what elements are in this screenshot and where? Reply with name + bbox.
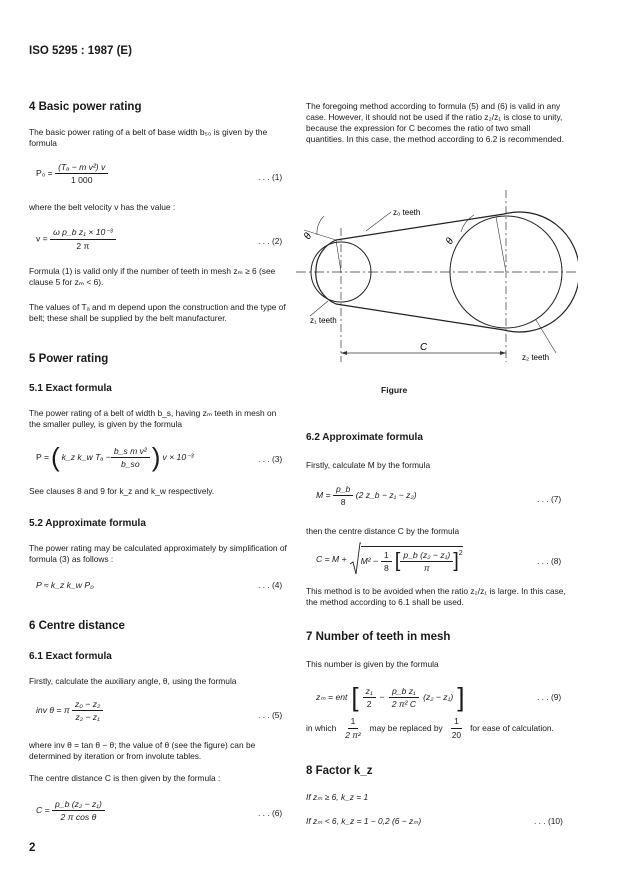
section-4-heading: 4 Basic power rating [29, 101, 142, 113]
section-6-heading: 6 Centre distance [29, 620, 125, 632]
equation-4: P ≈ k_z k_w P₀ [36, 580, 94, 590]
eq1-number: . . . (1) [258, 172, 283, 182]
s4-paragraph-4: The values of Tₐ and m depend upon the construction and the type of belt; these shall be supplied by the belt manufacturer. [29, 302, 286, 323]
eq5-fraction: $\frac{\text{z₀ − z₂}}{\text{z₂ − z₁}}$ [72, 699, 103, 722]
document-header: ISO 5295 : 1987 (E) [29, 45, 132, 57]
equation-5: inv θ = π $\frac{\text{z₀ − z₂}}{\text{z₂ − z₁}}$ [36, 699, 103, 722]
z1-label: z₁ teeth [310, 316, 337, 325]
equation-9: zₘ = ent [ $\frac{\text{z₁}}{2}$ − $\frac{\text{p\_b z₁}}{\text{2 π² C}}$ (z₂ − z₁) ] [316, 682, 465, 712]
s7-paragraph-2: in which $\frac{1}{\text{2 π²}}$ may be replaced by $\frac{1}{20}$ for ease of calculation. [306, 716, 554, 740]
c-label: C [420, 342, 428, 353]
eq5-number: . . . (5) [258, 710, 283, 720]
s62-paragraph-1: Firstly, calculate M by the formula [306, 460, 431, 470]
section-5-heading: 5 Power rating [29, 353, 109, 365]
eq7-number: . . . (7) [537, 494, 562, 504]
s4-paragraph-1: The basic power rating of a belt of base width b₅₀ is given by the formula [29, 127, 268, 148]
eq4-number: . . . (4) [258, 580, 283, 590]
eq8-exponent: 2 [458, 549, 463, 557]
theta-label-left: θ [302, 231, 315, 242]
section-6-1-heading: 6.1 Exact formula [29, 651, 112, 662]
equation-6: C = $\frac{\text{p\_b (z₂ − z₁)}}{\text{2 π cos θ}}$ [36, 799, 105, 822]
eq6-number: . . . (6) [258, 808, 283, 818]
s4-paragraph-2: where the belt velocity v has the value : [29, 202, 176, 212]
eq7-fraction: $\frac{p\_b}{8}$ [333, 484, 353, 507]
z2-label: z₂ teeth [522, 353, 550, 362]
s5-paragraph-3: The power rating may be calculated approximately by simplification of formula (3) as follows : [29, 543, 287, 564]
eq2-lhs: v = [36, 233, 48, 244]
page-number: 2 [29, 842, 36, 854]
theta-arc-left [317, 216, 324, 235]
theta-radius-large [496, 217, 506, 272]
figure-caption: Figure [381, 385, 408, 395]
equation-2 [36, 227, 116, 251]
eq2-fraction: $\frac{\text{ω p\_b z₁ × 10⁻³}}{2 \pi}$ [50, 227, 116, 251]
equation-1 [36, 162, 108, 185]
s7-paragraph-1: This number is given by the formula [306, 659, 439, 669]
theta-arc-right [461, 215, 474, 232]
eq9-number: . . . (9) [537, 692, 562, 702]
z2-leader [536, 320, 556, 353]
s6-paragraph-2: where inv θ = tan θ − θ; the value of θ (see the figure) can be determined by iteration or from involute tables. [29, 740, 256, 761]
s5-paragraph-2: See clauses 8 and 9 for k_z and k_w respectively. [29, 486, 215, 496]
eq8-fraction-1-8: $\frac{1}{8}$ [381, 550, 392, 573]
sqrt-sign [349, 542, 361, 576]
equation-7: M = $\frac{p\_b}{8}$ (2 z_b − z₁ − z₂) [316, 484, 417, 507]
s62-paragraph-2: then the centre distance C by the formula [306, 526, 460, 536]
eq9-fraction-2: $\frac{\text{p\_b z₁}}{\text{2 π² C}}$ [389, 686, 419, 709]
eq8-fraction-inner: $\frac{\text{p\_b (z₂ − z₁)}}{\pi}$ [400, 550, 453, 573]
eq3-fraction: $\frac{\text{b\_s m v²}}{b\_so}$ [111, 446, 150, 469]
section-5-2-heading: 5.2 Approximate formula [29, 518, 146, 529]
s8-line-1: If zₘ ≥ 6, k_z = 1 [306, 792, 369, 802]
z1-leader [310, 301, 328, 316]
eq1-fraction: $\frac{\text{(Tₐ − m v²) v}}{1 000}$ [55, 162, 108, 185]
theta-radius-small [336, 240, 341, 272]
s7-fraction-b: $\frac{1}{20}$ [451, 716, 462, 740]
eq9-fraction-1: $\frac{\text{z₁}}{2}$ [363, 686, 376, 709]
eq10-number: . . . (10) [534, 816, 563, 826]
z0-label: z₀ teeth [393, 208, 421, 217]
eq8-number: . . . (8) [537, 556, 562, 566]
s5-paragraph-1: The power rating of a belt of width b_s, having zₘ teeth in mesh on the smaller pulley, is given by the formula [29, 408, 277, 429]
eq3-number: . . . (3) [258, 454, 283, 464]
section-8-heading: 8 Factor k_z [306, 765, 373, 777]
section-7-heading: 7 Number of teeth in mesh [306, 631, 451, 643]
s6-paragraph-1: Firstly, calculate the auxiliary angle, θ, using the formula [29, 676, 237, 686]
s62-paragraph-3: This method is to be avoided when the ratio z₂/z₁ is large. In this case, the method according to 6.1 shall be used. [306, 586, 566, 607]
r-paragraph-0: The foregoing method according to formula (5) and (6) is valid in any case. However, it should not be used if the ratio z₂/z₁ is close to unity, because the expression for C becomes the ratio of two small quantities. In this case, the method according to 6.2 is recommended. [306, 101, 564, 144]
theta-label-right: θ [444, 236, 457, 247]
s4-paragraph-3: Formula (1) is valid only if the number of teeth in mesh zₘ ≥ 6 (see clause 5 for zₘ < 6). [29, 266, 276, 287]
eq1-lhs: P₀ = [36, 167, 53, 178]
c-arrow-left [341, 351, 347, 355]
z0-leader [366, 212, 391, 231]
eq2-number: . . . (2) [258, 236, 283, 246]
eq6-fraction: $\frac{\text{p\_b (z₂ − z₁)}}{\text{2 π cos θ}}$ [52, 799, 105, 822]
equation-8: C = M + M² − $\frac{1}{8}$ [ $\frac{\text{p\_b (z₂ − z₁)}}{\pi}$ ] 2 [316, 542, 463, 576]
equation-3: P = ( k_z k_w Tₐ − $\frac{\text{b\_s m v²}}{b\_so}$ ) v × 10⁻³ [36, 442, 194, 472]
section-6-2-heading: 6.2 Approximate formula [306, 432, 423, 443]
pulley-belt-figure [296, 170, 578, 380]
c-arrow-right [500, 351, 506, 355]
s7-fraction-a: $\frac{1}{\text{2 π²}}$ [345, 716, 361, 740]
sqrt-body: M² − $\frac{1}{8}$ [ $\frac{\text{p\_b (z₂ − z₁)}}{\pi}$ ] 2 [361, 546, 463, 573]
section-5-1-heading: 5.1 Exact formula [29, 383, 112, 394]
s6-paragraph-3: The centre distance C is then given by the formula : [29, 773, 221, 783]
s8-line-2: If zₘ < 6, k_z = 1 − 0,2 (6 − zₘ) [306, 816, 422, 826]
